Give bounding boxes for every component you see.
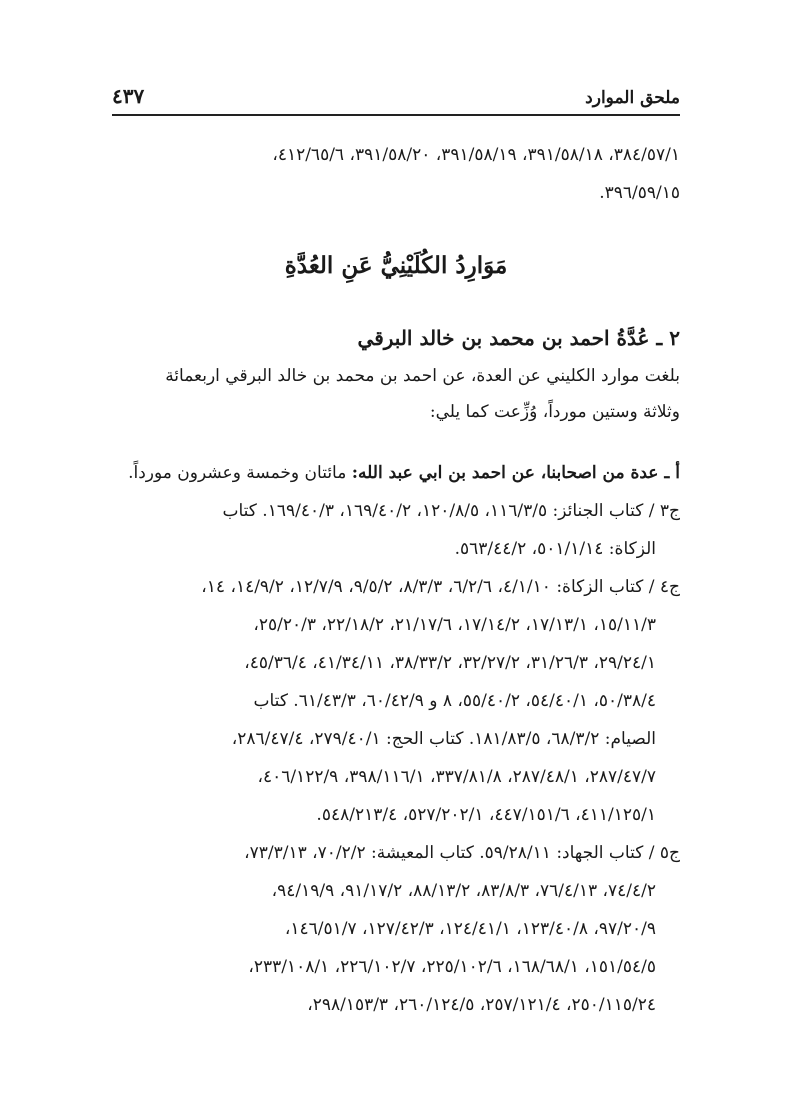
continuation-text <box>112 136 680 212</box>
page-number: ٤٣٧ <box>112 84 145 108</box>
page <box>112 70 680 1024</box>
volume-line: ٢٩/٢٤/١، ٣١/٢٦/٣، ٣٢/٢٧/٢، ٣٨/٣٣/٢، ٤١/٣٤/١١، ٤٥/٣٦/٤، <box>244 653 656 673</box>
volume-3-entries <box>112 492 680 568</box>
running-header <box>112 70 680 108</box>
subsection-a <box>112 454 680 492</box>
intro-line: وثلاثة وستين مورداً، وُزِّعت كما يلي: <box>429 402 680 422</box>
volume-line: ٢٨٧/٤٧/٧، ٢٨٧/٤٨/١، ٣٣٧/٨١/٨، ٣٩٨/١١٦/١، ٤٠٦/١٢٢/٩، <box>257 767 656 787</box>
chapter-title: مَوَارِدُ الكُلَيْنِيُّ عَنِ العُدَّةِ <box>284 252 508 279</box>
volume-line: ج٣ / كتاب الجنائز: ١١٦/٣/٥، ١٢٠/٨/٥، ١٦٩/٤٠/٢، ١٦٩/٤٠/٣. كتاب <box>222 501 680 521</box>
continuation-line: ٣٨٤/٥٧/١، ٣٩١/٥٨/١٨، ٣٩١/٥٨/١٩، ٣٩١/٥٨/٢٠، ٤١٢/٦٥/٦، <box>272 145 680 165</box>
volume-line: ١٥/١١/٣، ١٧/١٣/١، ١٧/١٤/٢، ٢١/١٧/٦، ٢٢/١٨/٢، ٢٥/٢٠/٣، <box>253 615 656 635</box>
volume-line: ٤١١/١٢٥/١، ٤٤٧/١٥١/٦، ٥٢٧/٢٠٢/١، ٥٤٨/٢١٣/٤. <box>316 805 656 825</box>
header-rule <box>112 114 680 116</box>
volume-line: ٩٧/٢٠/٩، ١٢٣/٤٠/٨، ١٢٤/٤١/١، ١٢٧/٤٢/٣، ١٤٦/٥١/٧، <box>284 919 656 939</box>
section-heading: ٢ ـ عُدَّةُ احمد بن محمد بن خالد البرقي <box>357 326 680 350</box>
continuation-line: ٣٩٦/٥٩/١٥. <box>599 183 680 203</box>
volume-4-entries <box>112 568 680 834</box>
volume-line: الزكاة: ٥٠١/١/١٤، ٥٦٣/٤٤/٢. <box>454 539 656 559</box>
volume-line: ج٤ / كتاب الزكاة: ٤/١/١٠، ٦/٢/٦، ٨/٣/٣، ٩/٥/٢، ١٢/٧/٩، ١٤/٩/٢، ١٤، <box>201 577 680 597</box>
intro-paragraph <box>112 358 680 430</box>
volume-line: الصيام: ٦٨/٣/٢، ١٨١/٨٣/٥. كتاب الحج: ٢٧٩/٤٠/١، ٢٨٦/٤٧/٤، <box>231 729 656 749</box>
volume-line: ٥٠/٣٨/٤، ٥٤/٤٠/١، ٥٥/٤٠/٢، ٨ و ٦٠/٤٢/٩، ٦١/٤٣/٣. كتاب <box>253 691 656 711</box>
volume-line: ٧٤/٤/٢، ٧٦/٤/١٣، ٨٣/٨/٣، ٨٨/١٣/٢، ٩١/١٧/٢، ٩٤/١٩/٩، <box>271 881 656 901</box>
intro-line: بلغت موارد الكليني عن العدة، عن احمد بن محمد بن خالد البرقي اربعمائة <box>165 366 680 386</box>
volume-5-entries <box>112 834 680 1024</box>
subsection-a-label: أ ـ عدة من اصحابنا، عن احمد بن ابي عبد الله: <box>351 463 680 483</box>
volume-line: ١٥١/٥٤/٥، ١٦٨/٦٨/١، ٢٢٥/١٠٢/٦، ٢٢٦/١٠٢/٧، ٢٣٣/١٠٨/١، <box>248 957 656 977</box>
subsection-a-count: مائتان وخمسة وعشرون مورداً. <box>128 463 347 483</box>
volume-line: ٢٥٠/١١٥/٢٤، ٢٥٧/١٢١/٤، ٢٦٠/١٢٤/٥، ٢٩٨/١٥٣/٣، <box>307 995 656 1015</box>
volume-line: ج٥ / كتاب الجهاد: ٥٩/٢٨/١١. كتاب المعيشة: ٧٠/٢/٢، ٧٣/٣/١٣، <box>244 843 680 863</box>
header-section-title: ملحق الموارد <box>585 88 680 108</box>
